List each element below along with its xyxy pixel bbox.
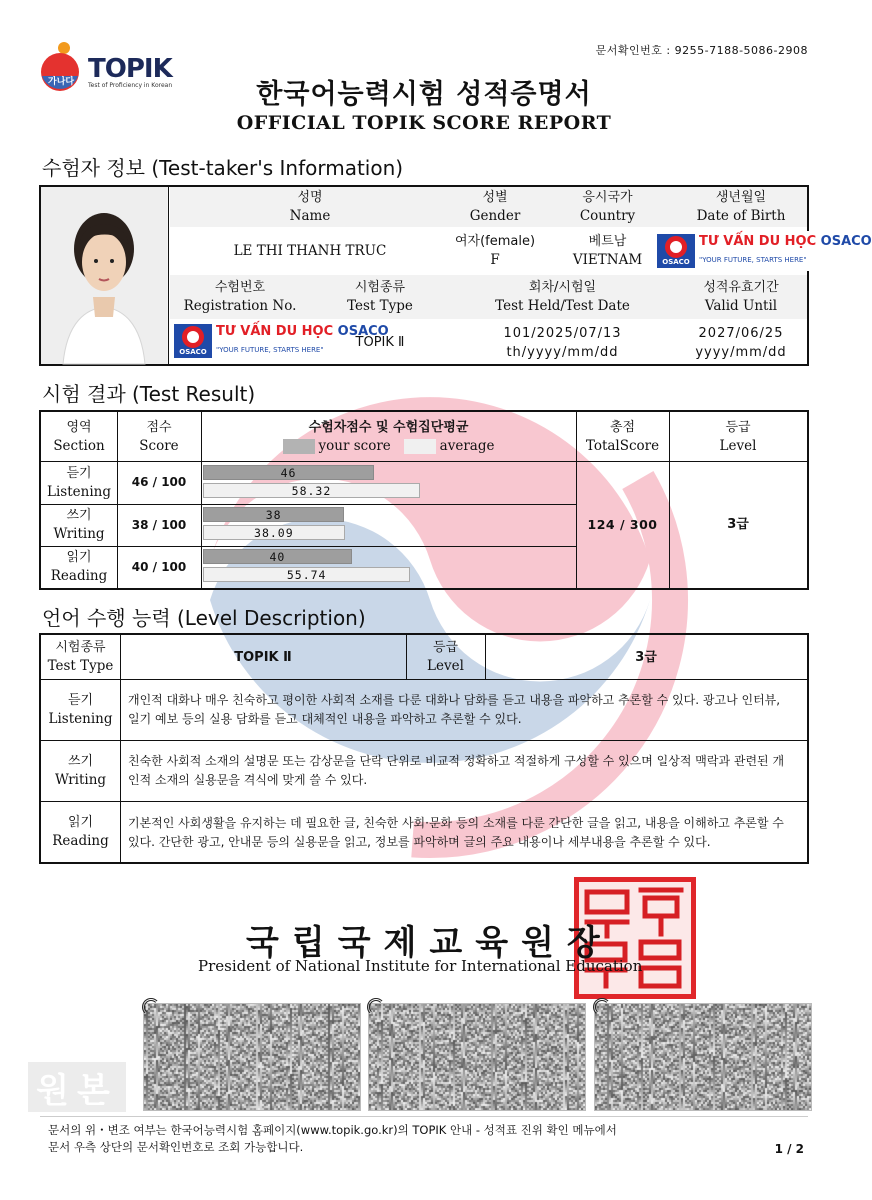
total-score: 124 / 300 xyxy=(587,517,658,532)
desc-writing-text: 친숙한 사회적 소재의 설명문 또는 감상문을 단락 단위로 비교적 정확하고 적절하게 구성할 수 있으며 일상적 맥락과 관련된 개 인적 소재의 실용문을 격식에 맞게 쓸 수 있다. xyxy=(128,754,785,787)
result-section-title: 시험 결과 (Test Result) xyxy=(42,382,256,406)
signature-english: President of National Institute for International Education xyxy=(198,957,643,975)
footer-note: 문서의 위・변조 여부는 한국어능력시험 홈페이지(www.topik.go.kr)의 TOPIK 안내 - 성적표 진위 확인 메뉴에서 문서 우측 상단의 문서확인번호로 조회 가능합니다. xyxy=(48,1123,617,1154)
level-test-type-value: TOPIK Ⅱ xyxy=(234,649,292,665)
row-writing-section: 쓰기 Writing xyxy=(53,508,105,542)
security-code-3 xyxy=(594,1003,812,1111)
header-reg-no: 수험번호 Registration No. xyxy=(183,280,297,314)
row-listening-section: 듣기 Listening xyxy=(47,465,111,500)
reading-your-score-bar: 40 xyxy=(203,549,352,564)
value-test-type: TOPIK Ⅱ xyxy=(355,335,405,350)
header-test-held: 회차/시험일 Test Held/Test Date xyxy=(495,280,630,314)
page-number: 1 / 2 xyxy=(774,1142,804,1156)
title-english: OFFICIAL TOPIK SCORE REPORT xyxy=(236,112,612,134)
legend-average-swatch xyxy=(404,439,436,454)
writing-average-bar: 38.09 xyxy=(203,525,345,540)
row-listening-score: 46 / 100 xyxy=(131,475,187,489)
value-name: LE THI THANH TRUC xyxy=(233,242,387,259)
security-code-pattern xyxy=(595,1004,811,1110)
level-table xyxy=(39,633,809,864)
title-korean: 한국어능력시험 성적증명서 xyxy=(256,79,592,110)
security-code-pattern xyxy=(369,1004,585,1110)
header-level-test-type: 시험종류 Test Type xyxy=(47,640,114,674)
header-level-level: 등급 Level xyxy=(427,640,464,674)
value-valid-until: 2027/06/25 yyyy/mm/dd xyxy=(695,325,787,360)
desc-reading-label: 읽기 Reading xyxy=(52,814,109,849)
level-level-value: 3급 xyxy=(635,649,657,665)
header-gender: 성별 Gender xyxy=(469,190,521,224)
header-test-type: 시험종류 Test Type xyxy=(347,280,413,314)
result-table xyxy=(39,410,809,590)
listening-your-score-bar: 46 xyxy=(203,465,374,480)
header-level: 등급 Level xyxy=(719,419,757,454)
signature-korean: 국립국제교육원장 xyxy=(246,923,613,963)
desc-writing-label: 쓰기 Writing xyxy=(54,753,107,788)
value-gender: 여자(female) F xyxy=(454,234,536,268)
logo-wordmark: TOPIK xyxy=(88,54,172,84)
row-reading-score: 40 / 100 xyxy=(131,559,187,574)
row-reading-section: 읽기 Reading xyxy=(50,550,108,584)
level-value: 3급 xyxy=(727,517,749,532)
logo-subtitle: Test of Proficiency in Korean xyxy=(88,82,173,89)
header-valid-until: 성적유효기간 Valid Until xyxy=(703,280,779,314)
row-writing-score: 38 / 100 xyxy=(131,517,187,532)
header-compare: 수험자점수 및 수험집단평균 your score average xyxy=(201,412,576,461)
legend-your-score-swatch xyxy=(283,439,315,454)
value-test-held: 101/2025/07/13 th/yyyy/mm/dd xyxy=(503,325,622,360)
writing-your-score-bar: 38 xyxy=(203,507,344,522)
desc-listening-text: 개인적 대화나 매우 친숙하고 평이한 사회적 소재를 다룬 대화나 담화를 듣고 내용을 파악하고 추론할 수 있다. 광고나 인터뷰, 일기 예보 등의 실용 담화를 듣고 대체적인 내용을 파악하고 추론할 수 있다. xyxy=(128,693,781,726)
info-table xyxy=(39,185,872,366)
header-total: 총점 TotalScore xyxy=(585,419,660,454)
security-code-pattern xyxy=(144,1004,360,1110)
osaco-badge-dob: OSACO TƯ VẤN DU HỌC OSACO "YOUR FUTURE, STARTS HERE" xyxy=(655,231,827,271)
level-section-title: 언어 수행 능력 (Level Description) xyxy=(42,606,366,630)
legend-average: average xyxy=(439,437,495,454)
desc-reading-text: 기본적인 사회생활을 유지하는 데 필요한 글, 친숙한 사회·문화 등의 소재를 다룬 간단한 글을 읽고, 내용을 이해하고 추론할 수 있다. 간단한 광고, 안내문 등의 실용문을 읽고, 정보를 파악하며 글의 주요 내용이나 세부내용을 추론할 수 있다. xyxy=(128,816,784,849)
legend-your-score: your score xyxy=(318,437,391,454)
header-section: 영역 Section xyxy=(53,419,105,454)
osaco-badge-reg-no: OSACO TƯ VẤN DU HỌC OSACO "YOUR FUTURE, STARTS HERE" xyxy=(172,321,344,361)
listening-average-bar: 58.32 xyxy=(203,483,420,498)
header-score: 점수 Score xyxy=(139,419,179,454)
header-name: 성명 Name xyxy=(289,190,331,224)
value-country: 베트남 VIETNAM xyxy=(572,234,643,268)
document-number: 문서확인번호 : 9255-7188-5086-2908 xyxy=(595,44,808,57)
header-dob: 생년월일 Date of Birth xyxy=(696,190,786,224)
security-code-1 xyxy=(143,1003,361,1111)
security-code-2 xyxy=(368,1003,586,1111)
original-watermark: 원본 xyxy=(28,1062,126,1112)
header-country: 응시국가 Country xyxy=(579,190,636,224)
photo-frame xyxy=(41,187,169,364)
desc-listening-label: 듣기 Listening xyxy=(48,692,113,727)
reading-average-bar: 55.74 xyxy=(203,567,410,582)
svg-text:가나다: 가나다 xyxy=(48,77,75,87)
person-photo-icon xyxy=(41,187,167,364)
info-section-title: 수험자 정보 (Test-taker's Information) xyxy=(42,156,404,180)
